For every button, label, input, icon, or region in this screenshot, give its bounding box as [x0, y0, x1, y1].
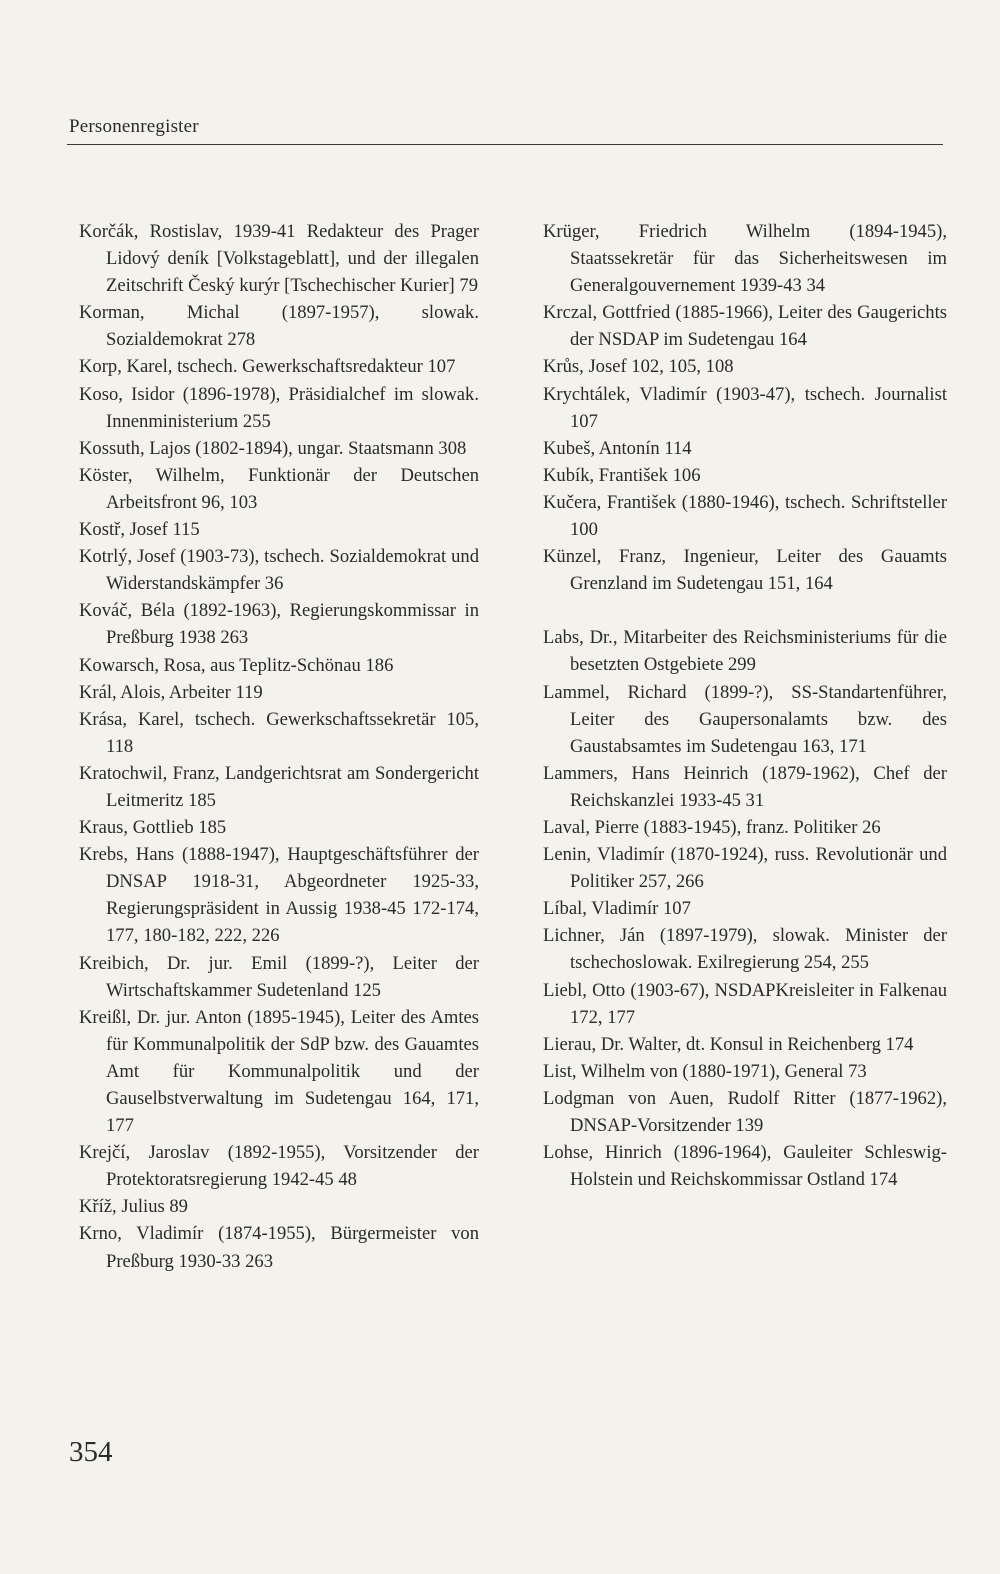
index-entry: Lichner, Ján (1897-1979), slowak. Minister der tschechoslowak. Exilregierung 254, 255 [543, 925, 947, 974]
index-entry: Kostř, Josef 115 [79, 519, 200, 541]
index-entry: Kotrlý, Josef (1903-73), tschech. Sozialdemokrat und Widerstandskämpfer 36 [79, 546, 479, 595]
index-entry: Koso, Isidor (1896-1978), Präsidialchef im slowak. Innenministerium 255 [79, 383, 479, 432]
index-entry: Kratochwil, Franz, Landgerichtsrat am Sondergericht Leitmeritz 185 [79, 762, 479, 811]
index-entry: Kreibich, Dr. jur. Emil (1899-?), Leiter der Wirtschaftskammer Sudetenland 125 [79, 952, 479, 1001]
index-entry: List, Wilhelm von (1880-1971), General 73 [543, 1060, 867, 1082]
index-entry: Kováč, Béla (1892-1963), Regierungskommissar in Preßburg 1938 263 [79, 600, 479, 649]
index-entry: Korman, Michal (1897-1957), slowak. Sozialdemokrat 278 [79, 302, 479, 351]
index-entry: Král, Alois, Arbeiter 119 [79, 681, 263, 703]
index-entry: Kreißl, Dr. jur. Anton (1895-1945), Leiter des Amtes für Kommunalpolitik der SdP bzw. des Gauamtes Amt für Kommunalpolitik und der Gauselbstverwaltung im Sudetengau 164, 171, 177 [79, 1006, 479, 1137]
index-entry: Kučera, František (1880-1946), tschech. Schriftsteller 100 [543, 491, 947, 541]
index-entry: Krůs, Josef 102, 105, 108 [543, 356, 734, 378]
index-entry: Lohse, Hinrich (1896-1964), Gauleiter Schleswig-Holstein und Reichskommissar Ostland 174 [543, 1142, 947, 1191]
index-entry: Lenin, Vladimír (1870-1924), russ. Revolutionär und Politiker 257, 266 [543, 844, 947, 893]
index-entry: Krno, Vladimír (1874-1955), Bürgermeister von Preßburg 1930-33 263 [79, 1223, 479, 1272]
running-head: Personenregister [69, 116, 199, 137]
index-entry: Korčák, Rostislav, 1939-41 Redakteur des Prager Lidový deník [Volkstageblatt], und der illegalen Zeitschrift Český kurýr [Tschechischer Kurier] 79 [79, 221, 479, 297]
index-entry: Kubeš, Antonín 114 [543, 437, 692, 459]
index-entry: Krejčí, Jaroslav (1892-1955), Vorsitzender der Protektoratsregierung 1942-45 48 [79, 1142, 479, 1191]
index-entry: Korp, Karel, tschech. Gewerkschaftsredakteur 107 [79, 356, 456, 378]
index-entry: Laval, Pierre (1883-1945), franz. Politiker 26 [543, 816, 881, 838]
index-entry: Lodgman von Auen, Rudolf Ritter (1877-1962), DNSAP-Vorsitzender 139 [543, 1087, 947, 1136]
index-column-left [79, 218, 479, 1275]
index-entry: Labs, Dr., Mitarbeiter des Reichsministeriums für die besetzten Ostgebiete 299 [543, 627, 947, 676]
index-entry: Lammers, Hans Heinrich (1879-1962), Chef der Reichskanzlei 1933-45 31 [543, 762, 947, 811]
header-rule [67, 144, 943, 145]
index-entry: Krebs, Hans (1888-1947), Hauptgeschäftsführer der DNSAP 1918-31, Abgeordneter 1925-33, Regierungspräsident in Aussig 1938-45 172-174, 177, 180-182, 222, 226 [79, 844, 479, 947]
index-entry: Krychtálek, Vladimír (1903-47), tschech. Journalist 107 [543, 383, 947, 432]
index-entry: Künzel, Franz, Ingenieur, Leiter des Gauamts Grenzland im Sudetengau 151, 164 [543, 546, 947, 595]
index-column-right [543, 218, 947, 1193]
index-entry: Kříž, Julius 89 [79, 1196, 188, 1218]
index-entry: Kraus, Gottlieb 185 [79, 817, 227, 839]
index-entry: Kowarsch, Rosa, aus Teplitz-Schönau 186 [79, 654, 394, 676]
index-entry: Krása, Karel, tschech. Gewerkschaftssekretär 105, 118 [79, 708, 479, 757]
index-entry: Krczal, Gottfried (1885-1966), Leiter des Gaugerichts der NSDAP im Sudetengau 164 [543, 302, 947, 351]
index-entry: Líbal, Vladimír 107 [543, 898, 691, 920]
index-entry: Kossuth, Lajos (1802-1894), ungar. Staatsmann 308 [79, 437, 467, 459]
index-entry: Krüger, Friedrich Wilhelm (1894-1945), Staatssekretär für das Sicherheitswesen im Generalgouvernement 1939-43 34 [543, 221, 947, 297]
page-number: 354 [69, 1436, 113, 1468]
index-entry: Lierau, Dr. Walter, dt. Konsul in Reichenberg 174 [543, 1033, 914, 1055]
index-entry: Köster, Wilhelm, Funktionär der Deutschen Arbeitsfront 96, 103 [79, 464, 479, 513]
index-entry: Liebl, Otto (1903-67), NSDAPKreisleiter in Falkenau 172, 177 [543, 979, 947, 1028]
index-entry: Lammel, Richard (1899-?), SS-Standartenführer, Leiter des Gaupersonalamts bzw. des Gaustabsamtes im Sudetengau 163, 171 [543, 681, 947, 757]
index-entry: Kubík, František 106 [543, 464, 701, 486]
